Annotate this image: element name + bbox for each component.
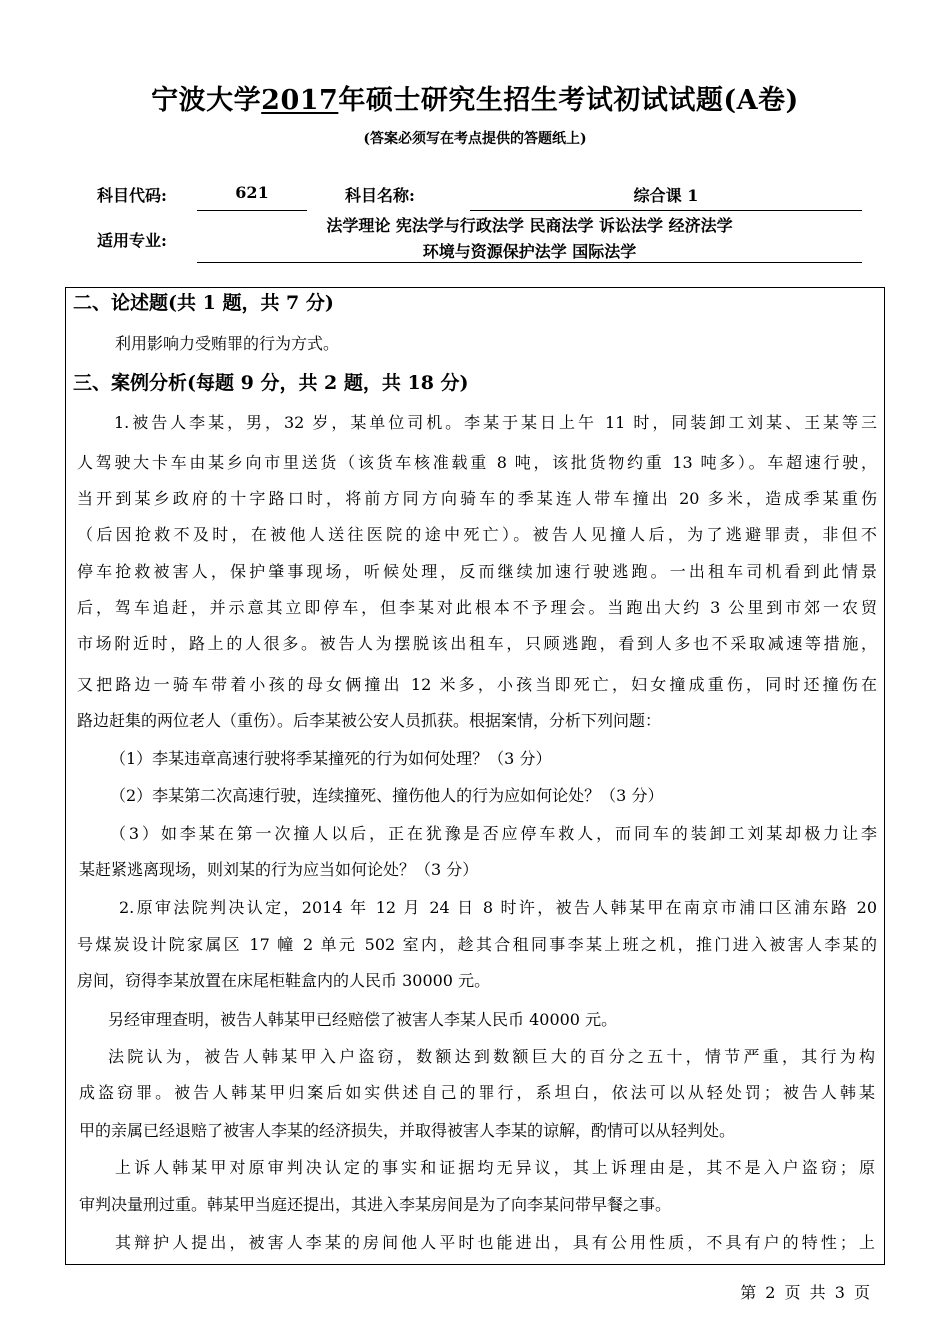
case-2-line: 法院认为，被告人韩某甲入户盗窃，数额达到数额巨大的百分之五十，情节严重，其行为构: [108, 1047, 875, 1066]
section-3-heading: 三、案例分析(每题 9 分，共 2 题，共 18 分): [73, 372, 469, 394]
case-1-line: 市场附近时，路上的人很多。被告人为摆脱该出租车，只顾逃跑，看到人多也不采取减速等措施，: [77, 634, 877, 653]
subject-name-underline: [470, 210, 862, 211]
section-2-question: 利用影响力受贿罪的行为方式。: [115, 334, 340, 353]
case-1-line: 当开到某乡政府的十字路口时，将前方同方向骑车的季某连人带车撞出 20 多米，造成季某重伤: [77, 489, 877, 508]
case-1-line: 后，驾车追赶，并示意其立即停车，但李某对此根本不予理会。当跑出大约 3 公里到市郊一农贸: [77, 598, 877, 617]
answer-sheet-note: (答案必须写在考点提供的答题纸上): [363, 131, 587, 147]
section-2-heading: 二、论述题(共 1 题，共 7 分): [73, 292, 334, 314]
case-2-line: 审判决量刑过重。韩某甲当庭还提出，其进入李某房间是为了向李某问带早餐之事。: [79, 1195, 672, 1214]
case-2-line: 房间，窃得李某放置在床尾柜鞋盒内的人民币 30000 元。: [77, 971, 491, 990]
case-2-line: 另经审理查明，被告人韩某甲已经赔偿了被害人李某人民币 40000 元。: [108, 1010, 618, 1029]
case-2-line: 其辩护人提出，被害人李某的房间他人平时也能进出，具有公用性质，不具有户的特性；上: [115, 1233, 875, 1252]
case-1-question: 某赶紧逃离现场，则刘某的行为应当如何论处？（3 分）: [79, 860, 479, 879]
case-2-line: 成盗窃罪。被告人韩某甲归案后如实供述自己的罪行，系坦白，依法可以从轻处罚；被告人韩某: [79, 1083, 875, 1102]
subject-code-value: 621: [235, 183, 269, 202]
case-1-question: （3）如李某在第一次撞人以后，正在犹豫是否应停车救人，而同车的装卸工刘某却极力让李: [110, 824, 877, 843]
case-1-line: （后因抢救不及时，在被他人送往医院的途中死亡）。被告人见撞人后，为了逃避罪责，非但不: [77, 525, 877, 544]
majors-line-1: 法学理论 宪法学与行政法学 民商法学 诉讼法学 经济法学: [326, 216, 733, 235]
subject-code-underline: [197, 210, 307, 211]
case-1-line: 人驾驶大卡车由某乡向市里送货（该货车核准载重 8 吨，该批货物约重 13 吨多）。车超速行驶，: [77, 453, 877, 472]
subject-name-label: 科目名称:: [345, 186, 415, 205]
exam-year: 2017: [261, 85, 339, 116]
case-1-line: 停车抢救被害人，保护肇事现场，听候处理，反而继续加速行驶逃跑。一出租车司机看到此情景: [77, 562, 877, 581]
subject-code-label: 科目代码:: [97, 186, 167, 205]
case-2-line: 甲的亲属已经退赔了被害人李某的经济损失，并取得被害人李某的谅解，酌情可以从轻判处。: [79, 1121, 736, 1140]
case-1-line: 又把路边一骑车带着小孩的母女俩撞出 12 米多，小孩当即死亡，妇女撞成重伤，同时还撞伤在: [77, 675, 877, 694]
case-1-question: （1）李某违章高速行驶将季某撞死的行为如何处理？（3 分）: [110, 749, 552, 768]
case-2-line: 号煤炭设计院家属区 17 幢 2 单元 502 室内，趁其合租同事李某上班之机，推门进入被害人李某的: [77, 935, 877, 954]
page-number: 第 2 页 共 3 页: [740, 1283, 870, 1302]
majors-line-2: 环境与资源保护法学 国际法学: [422, 242, 637, 261]
exam-title: 宁波大学2017年硕士研究生招生考试初试试题(A卷): [151, 85, 799, 116]
major-label: 适用专业:: [97, 231, 167, 250]
case-2-line: 上诉人韩某甲对原审判决认定的事实和证据均无异议，其上诉理由是，其不是入户盗窃；原: [115, 1158, 875, 1177]
subject-name-value: 综合课 1: [633, 186, 699, 205]
case-2-line: 2.原审法院判决认定，2014 年 12 月 24 日 8 时许，被告人韩某甲在南京市浦口区浦东路 20: [119, 898, 877, 917]
case-1-line: 1.被告人李某，男，32 岁，某单位司机。李某于某日上午 11 时，同装卸工刘某、王某等三: [114, 413, 877, 432]
majors-underline: [197, 262, 862, 263]
content-box: [65, 287, 885, 1265]
case-1-question: （2）李某第二次高速行驶，连续撞死、撞伤他人的行为应如何论处？（3 分）: [110, 786, 664, 805]
case-1-line: 路边赶集的两位老人（重伤）。后李某被公安人员抓获。根据案情，分析下列问题：: [77, 711, 662, 730]
